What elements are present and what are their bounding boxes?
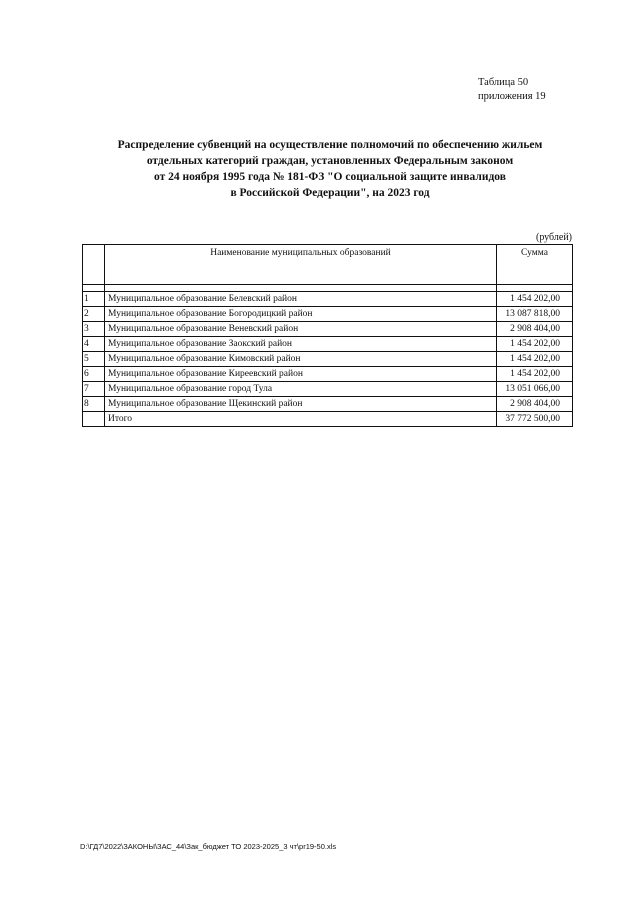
row-sum: 1 454 202,00 (497, 367, 573, 382)
header-sum: Сумма (497, 245, 573, 285)
row-number: 3 (83, 322, 105, 337)
subvention-table (82, 244, 573, 427)
title-line-1: Распределение субвенций на осуществление полномочий по обеспечению жильем (117, 139, 543, 151)
row-sum: 2 908 404,00 (497, 322, 573, 337)
header-number (83, 245, 105, 285)
row-number: 4 (83, 337, 105, 352)
total-number (83, 412, 105, 427)
row-municipality: Муниципальное образование Кимовский район (105, 352, 497, 367)
row-number: 2 (83, 307, 105, 322)
row-sum: 13 087 818,00 (497, 307, 573, 322)
table-row (83, 322, 573, 337)
title-line-2: отдельных категорий граждан, установленных Федеральным законом (146, 155, 514, 167)
row-municipality: Муниципальное образование город Тула (105, 382, 497, 397)
table-row (83, 397, 573, 412)
spacer-cell (105, 285, 497, 292)
table-header-row (83, 245, 573, 285)
row-municipality: Муниципальное образование Киреевский район (105, 367, 497, 382)
total-sum: 37 772 500,00 (497, 412, 573, 427)
file-path-footer: D:\ГД7\2022\ЗАКОНЫ\ЗАС_44\Зак_бюджет ТО 2023-2025_3 чт\pr19-50.xls (80, 842, 337, 851)
row-sum: 1 454 202,00 (497, 337, 573, 352)
row-municipality: Муниципальное образование Щекинский район (105, 397, 497, 412)
row-municipality: Муниципальное образование Белевский район (105, 292, 497, 307)
header-municipality: Наименование муниципальных образований (105, 245, 497, 285)
table-row (83, 337, 573, 352)
row-number: 6 (83, 367, 105, 382)
row-sum: 2 908 404,00 (497, 397, 573, 412)
title-line-4: в Российской Федерации", на 2023 год (230, 187, 430, 199)
row-sum: 13 051 066,00 (497, 382, 573, 397)
table-row (83, 292, 573, 307)
row-municipality: Муниципальное образование Заокский район (105, 337, 497, 352)
row-number: 5 (83, 352, 105, 367)
total-row (83, 412, 573, 427)
spacer-cell (497, 285, 573, 292)
row-number: 7 (83, 382, 105, 397)
total-label: Итого (105, 412, 497, 427)
spacer-row (83, 285, 573, 292)
table-row (83, 382, 573, 397)
table-row (83, 307, 573, 322)
spacer-cell (83, 285, 105, 292)
row-municipality: Муниципальное образование Богородицкий район (105, 307, 497, 322)
title-line-3: от 24 ноября 1995 года № 181-ФЗ "О социальной защите инвалидов (154, 171, 506, 183)
row-number: 8 (83, 397, 105, 412)
document-title (70, 137, 590, 201)
row-sum: 1 454 202,00 (497, 352, 573, 367)
table-number: Таблица 50 (478, 77, 529, 88)
table-row (83, 367, 573, 382)
table-reference (478, 76, 546, 104)
row-number: 1 (83, 292, 105, 307)
appendix-number: приложения 19 (478, 91, 546, 102)
row-municipality: Муниципальное образование Веневский район (105, 322, 497, 337)
table-row (83, 352, 573, 367)
row-sum: 1 454 202,00 (497, 292, 573, 307)
units-label: (рублей) (535, 232, 572, 243)
